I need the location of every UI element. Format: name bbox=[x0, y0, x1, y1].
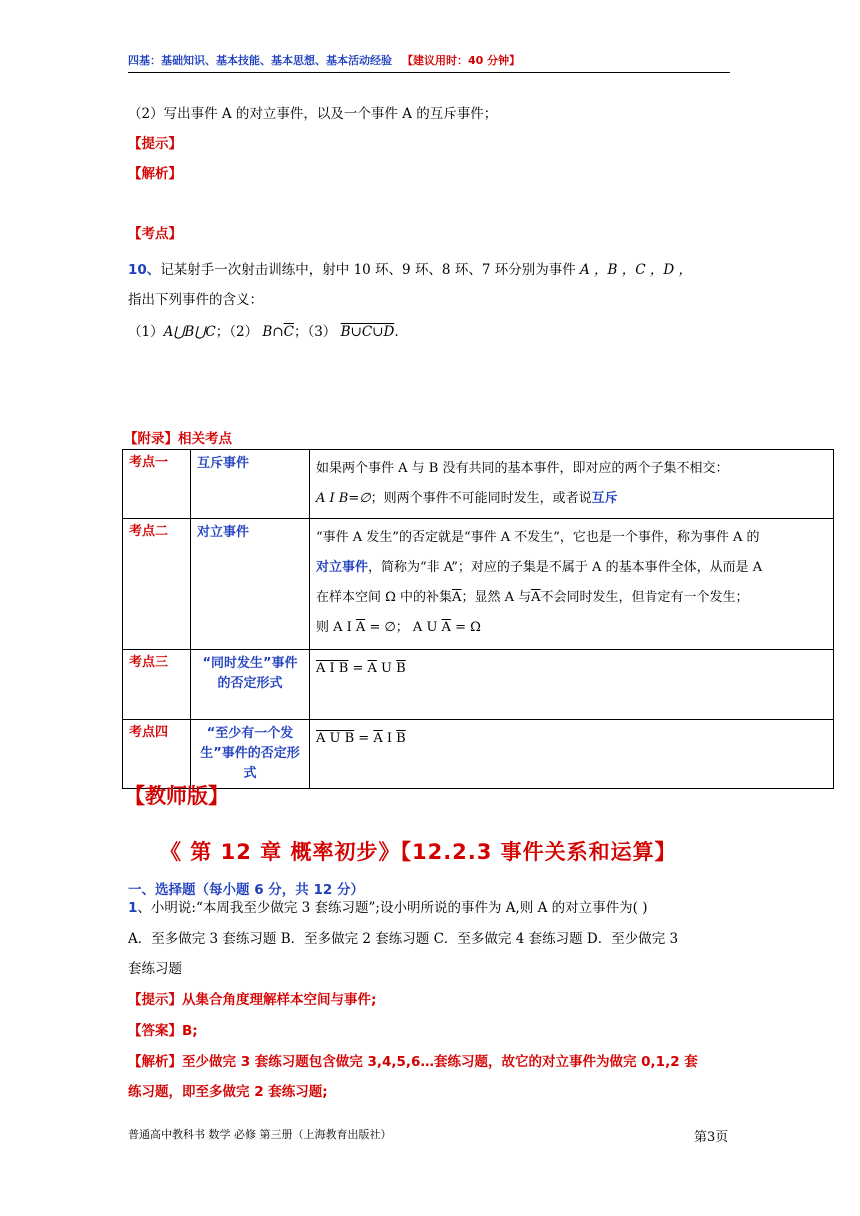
teacher-version-label: 【教师版】 bbox=[124, 784, 229, 808]
row2-desc-line3 bbox=[316, 583, 827, 613]
row1-desc-line1: 如果两个事件 A 与 B 没有共同的基本事件，即对应的两个子集不相交： bbox=[316, 461, 729, 476]
row4-name: “至少有一个发生”事件的否定形式 bbox=[191, 720, 310, 789]
row1-name: 互斥事件 bbox=[191, 450, 310, 519]
q1-options-cont: 套练习题 bbox=[128, 961, 182, 977]
q1-analysis-line1: 【解析】至少做完 3 套练习题包含做完 3,4,5,6…套练习题，故它的对立事件为做完 0,1,2 套 bbox=[128, 1054, 698, 1070]
row1-desc bbox=[310, 450, 834, 519]
row2-d4c: = Ω bbox=[450, 620, 481, 635]
q1-answer: 【答案】B; bbox=[128, 1023, 198, 1039]
q10-end: . bbox=[394, 324, 399, 340]
header-suggested-time: 【建议用时：40 分钟】 bbox=[402, 54, 521, 67]
row2-d3c: 不会同时发生，但肯定有一个发生； bbox=[540, 590, 749, 605]
row1-formula: A Ι B=∅ bbox=[316, 491, 371, 506]
row1-text: ；则两个事件不可能同时发生，或者说 bbox=[370, 491, 592, 506]
row1-desc-line2 bbox=[316, 484, 827, 514]
row2-d3: 在样本空间 Ω 中的补集 bbox=[316, 590, 453, 605]
q1-hint: 【提示】从集合角度理解样本空间与事件; bbox=[128, 992, 377, 1008]
key-points-table bbox=[122, 449, 834, 789]
row3-f-b: $\overline{B}$ bbox=[396, 661, 406, 676]
row2-d3-ov2: $\overline{A}$ bbox=[531, 590, 541, 605]
table-row bbox=[123, 650, 834, 720]
row4-f-ov: A U B bbox=[316, 731, 355, 746]
row1-keyword: 互斥 bbox=[591, 491, 618, 506]
q1-number: 1 bbox=[128, 900, 138, 916]
q10-line1 bbox=[128, 260, 692, 280]
row2-d3b: ；显然 A 与 bbox=[461, 590, 532, 605]
q1-stem-text: 、小明说:“本周我至少做完 3 套练习题”;设小明所说的事件为 A,则 A 的对立事件为( ) bbox=[137, 900, 648, 916]
row3-f-a: $\overline{A}$ bbox=[367, 661, 377, 676]
row2-d4-ov2: $\overline{A}$ bbox=[441, 620, 451, 635]
table-row bbox=[123, 519, 834, 650]
row2-d4-ov: $\overline{A}$ bbox=[355, 620, 366, 635]
row4-key: 考点四 bbox=[123, 720, 191, 789]
q1-analysis-line2: 练习题，即至多做完 2 套练习题; bbox=[128, 1084, 328, 1100]
row2-d4b: = ∅； A U bbox=[365, 620, 442, 635]
footer-textbook: 普通高中教科书 数学 必修 第三册（上海教育出版社） bbox=[128, 1128, 392, 1141]
q1-options: A．至多做完 3 套练习题 B．至多做完 2 套练习题 C．至多做完 4 套练习题 D．至少做完 3 bbox=[128, 931, 679, 947]
appendix-label bbox=[124, 429, 232, 449]
q10-text2: 指出下列事件的含义： bbox=[128, 292, 263, 308]
row3-key: 考点三 bbox=[123, 650, 191, 720]
row4-f-op: Ι bbox=[382, 731, 397, 746]
table-row bbox=[123, 720, 834, 789]
q9-hint-label: 【提示】 bbox=[128, 136, 182, 152]
row4-f-eq: = bbox=[354, 731, 374, 746]
row2-d3-ov: $\overline{A}$ bbox=[452, 590, 462, 605]
q1-stem bbox=[128, 898, 647, 918]
q10-part1-label: （1） bbox=[128, 324, 164, 340]
q10-parts bbox=[128, 322, 399, 342]
row2-key: 考点二 bbox=[123, 519, 191, 650]
q10-number: 10、 bbox=[128, 262, 161, 278]
row3-f-op: U bbox=[376, 661, 397, 676]
table-row bbox=[123, 450, 834, 519]
row2-desc bbox=[310, 519, 834, 650]
q9-part2: （2）写出事件 A 的对立事件，以及一个事件 A 的互斥事件； bbox=[128, 106, 498, 122]
row3-f-ov: A Ι B bbox=[316, 661, 349, 676]
q10-part2-formula: B∩ bbox=[262, 324, 284, 340]
q10-part1-formula: A⋃B⋃C bbox=[163, 324, 216, 340]
row3-f-eq: = bbox=[348, 661, 368, 676]
row2-d4a: 则 A Ι bbox=[316, 620, 356, 635]
row2-desc-line2 bbox=[316, 553, 827, 583]
row4-formula bbox=[310, 720, 834, 789]
row3-name: “同时发生”事件的否定形式 bbox=[191, 650, 310, 720]
appendix-title: 【附录】相关考点 bbox=[124, 431, 232, 447]
row2-keyword: 对立事件 bbox=[316, 560, 369, 575]
q10-text1: 记某射手一次射击训练中，射中 10 环、9 环、8 环、7 环分别为事件 bbox=[160, 262, 576, 278]
row2-desc-line4 bbox=[316, 613, 827, 643]
page-header bbox=[128, 54, 730, 73]
q10-part3-formula: B∪C∪D bbox=[340, 324, 395, 340]
q9-point-label: 【考点】 bbox=[128, 226, 182, 242]
lesson-title: 《 第 12 章 概率初步》【12.2.3 事件关系和运算】 bbox=[160, 840, 677, 864]
q10-part2-label: ；（2） bbox=[215, 324, 259, 340]
row2-name: 对立事件 bbox=[191, 519, 310, 650]
row4-f-b: $\overline{B}$ bbox=[396, 731, 406, 746]
row2-desc-line1: “事件 A 发生”的否定就是“事件 A 不发生”，它也是一个事件，称为事件 A 的 bbox=[316, 530, 760, 545]
q10-events: A ，B ，C ，D ， bbox=[580, 262, 692, 278]
row3-formula bbox=[310, 650, 834, 720]
section-choice-title: 一、选择题（每小题 6 分，共 12 分） bbox=[128, 882, 364, 898]
header-four-basics: 四基：基础知识、基本技能、基本思想、基本活动经验 bbox=[128, 54, 392, 67]
row4-f-a: $\overline{A}$ bbox=[373, 731, 383, 746]
q10-part2-overline: $\overline{C}$ bbox=[283, 324, 294, 340]
row1-key: 考点一 bbox=[123, 450, 191, 519]
row2-text: ，简称为“非 A”；对应的子集是不属于 A 的基本事件全体，从而是 A bbox=[368, 560, 763, 575]
q9-analysis-label: 【解析】 bbox=[128, 166, 182, 182]
q10-part3-label: ；（3） bbox=[293, 324, 337, 340]
footer-page-number: 第3页 bbox=[694, 1130, 729, 1145]
